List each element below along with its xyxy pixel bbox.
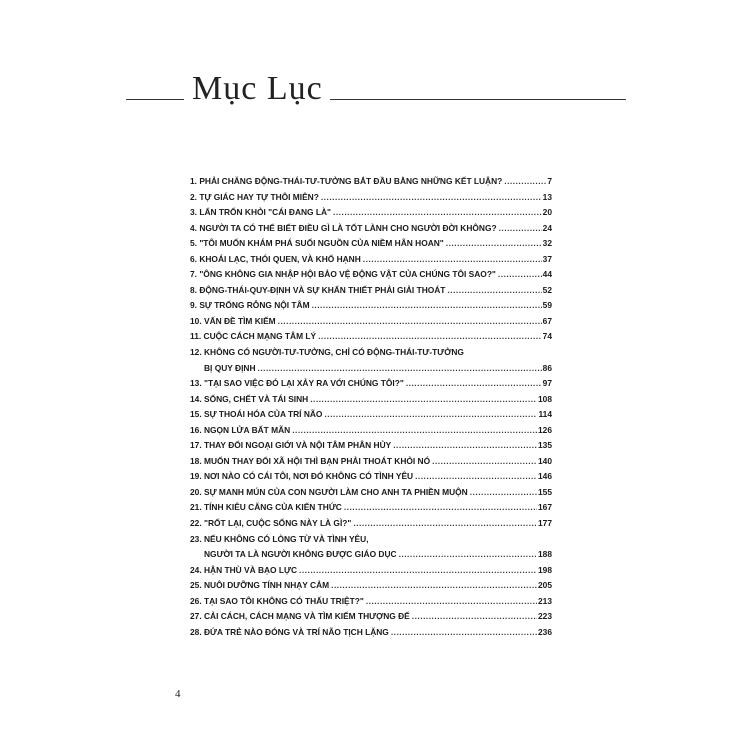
toc-entry xyxy=(190,192,552,208)
toc-row xyxy=(190,471,552,487)
toc-row xyxy=(190,549,552,565)
toc-entry xyxy=(190,238,552,254)
toc-entry xyxy=(190,611,552,627)
toc-entry xyxy=(190,534,552,565)
toc-entry-number: 4. xyxy=(190,222,197,233)
toc-entry-page: 223 xyxy=(538,611,552,622)
toc-entry-title: TẠI SAO TÔI KHÔNG CÓ THẤU TRIỆT?" xyxy=(203,595,364,606)
toc-entry-number: 18. xyxy=(190,455,202,466)
toc-entry-page: 146 xyxy=(538,471,552,482)
toc-entry-number: 11. xyxy=(190,331,202,342)
toc-entry xyxy=(190,565,552,581)
toc-entry-title: "RỐT LẠI, CUỘC SỐNG NÀY LÀ GÌ?" xyxy=(203,518,352,529)
toc-entry xyxy=(190,269,552,285)
toc-entry-page: 86 xyxy=(542,362,552,373)
toc-entry-page: 135 xyxy=(538,440,552,451)
toc-leader-dots xyxy=(406,378,542,388)
title-row xyxy=(126,70,626,110)
toc-entry-page: 13 xyxy=(542,191,552,202)
toc-entry-title: ĐỨA TRẺ NÀO ĐÓNG VÀ TRÍ NÃO TỊCH LẶNG xyxy=(203,626,389,637)
toc-entry-number: 8. xyxy=(190,284,197,295)
toc-entry-title: "ÔNG KHÔNG GIA NHẬP HỘI BẢO VỆ ĐỘNG VẬT CỦA CHÚNG TÔI SAO?" xyxy=(199,269,496,280)
toc-entry-number: 16. xyxy=(190,424,202,435)
toc-row xyxy=(190,176,552,192)
toc-row xyxy=(190,409,552,425)
toc-row xyxy=(190,363,552,379)
toc-entry xyxy=(190,409,552,425)
title-rule-right xyxy=(330,99,626,100)
page-number: 4 xyxy=(175,688,181,700)
toc-row xyxy=(190,192,552,208)
toc-entry xyxy=(190,394,552,410)
toc-row xyxy=(190,331,552,347)
toc-leader-dots xyxy=(498,269,542,279)
toc-entry-page: 236 xyxy=(538,626,552,637)
toc-entry-page: 205 xyxy=(538,580,552,591)
table-of-contents xyxy=(190,176,552,642)
toc-entry-title: NUÔI DƯỠNG TÍNH NHẠY CẢM xyxy=(203,580,330,591)
toc-row xyxy=(190,596,552,612)
toc-entry-title: NƠI NÀO CÓ CÁI TÔI, NƠI ĐÓ KHÔNG CÓ TÌNH YÊU xyxy=(203,471,414,482)
toc-entry xyxy=(190,518,552,534)
toc-entry-page: 67 xyxy=(542,315,552,326)
toc-entry-page: 188 xyxy=(538,549,552,560)
toc-entry-title: KHOÁI LẠC, THÓI QUEN, VÀ KHỔ HẠNH xyxy=(199,253,361,264)
toc-entry xyxy=(190,347,552,378)
toc-leader-dots xyxy=(432,456,537,466)
toc-leader-dots xyxy=(393,440,537,450)
toc-leader-dots xyxy=(366,596,537,606)
toc-entry-title: NGƯỜI TA LÀ NGƯỜI KHÔNG ĐƯỢC GIÁO DỤC xyxy=(204,549,397,560)
toc-row xyxy=(190,347,552,363)
toc-leader-dots xyxy=(321,192,542,202)
toc-row xyxy=(190,487,552,503)
toc-leader-dots xyxy=(470,487,537,497)
toc-row xyxy=(190,580,552,596)
toc-entry-title: ĐỘNG-THÁI-QUY-ĐỊNH VÀ SỰ KHẨN THIẾT PHẢI GIẢI THOÁT xyxy=(199,284,446,295)
toc-row xyxy=(190,378,552,394)
toc-entry-title: THAY ĐỔI NGOẠI GIỚI VÀ NỘI TÂM PHÂN HỦY xyxy=(203,440,392,451)
toc-entry xyxy=(190,627,552,643)
toc-entry xyxy=(190,471,552,487)
toc-row xyxy=(190,207,552,223)
toc-entry-title: NGƯỜI TA CÓ THỂ BIẾT ĐIỀU GÌ LÀ TỐT LÀNH CHO NGƯỜI ĐỜI KHÔNG? xyxy=(199,222,497,233)
toc-leader-dots xyxy=(446,238,542,248)
toc-row xyxy=(190,502,552,518)
toc-entry-title: BỊ QUY ĐỊNH xyxy=(204,362,256,373)
toc-entry-title: NGỌN LỬA BẤT MÃN xyxy=(203,424,291,435)
toc-entry-title: CẢI CÁCH, CÁCH MẠNG VÀ TÌM KIẾM THƯỢNG ĐẾ xyxy=(203,611,410,622)
toc-entry-title: SỰ THOÁI HÓA CỦA TRÍ NÃO xyxy=(203,409,323,420)
toc-entry-number: 20. xyxy=(190,486,202,497)
toc-entry-number: 5. xyxy=(190,238,197,249)
toc-entry-page: 213 xyxy=(538,595,552,606)
toc-entry-title: PHẢI CHĂNG ĐỘNG-THÁI-TƯ-TƯỞNG BẮT ĐẦU BẰNG NHỮNG KẾT LUẬN? xyxy=(199,176,503,186)
toc-entry-page: 20 xyxy=(542,207,552,218)
toc-entry-page: 167 xyxy=(538,502,552,513)
toc-row xyxy=(190,611,552,627)
toc-entry-title: TỰ GIÁC HAY TỰ THÔI MIÊN? xyxy=(199,191,319,202)
toc-leader-dots xyxy=(399,549,537,559)
toc-entry-number: 17. xyxy=(190,440,202,451)
toc-entry xyxy=(190,300,552,316)
toc-entry-title: SỐNG, CHẾT VÀ TÁI SINH xyxy=(203,393,309,404)
toc-row xyxy=(190,223,552,239)
toc-entry-number: 24. xyxy=(190,564,202,575)
toc-leader-dots xyxy=(318,331,542,341)
toc-leader-dots xyxy=(331,580,537,590)
toc-entry-title: HẬN THÙ VÀ BẠO LỰC xyxy=(203,564,298,575)
toc-entry xyxy=(190,223,552,239)
toc-entry-title: MUỐN THAY ĐỔI XÃ HỘI THÌ BẠN PHẢI THOÁT KHỎI NÓ xyxy=(203,455,431,466)
toc-leader-dots xyxy=(391,627,537,637)
toc-row xyxy=(190,425,552,441)
toc-leader-dots xyxy=(312,300,542,310)
toc-entry-number: 15. xyxy=(190,409,202,420)
toc-leader-dots xyxy=(447,285,541,295)
toc-leader-dots xyxy=(310,394,537,404)
toc-entry-title: KHÔNG CÓ NGƯỜI-TƯ-TƯỞNG, CHỈ CÓ ĐỘNG-THÁI-TƯ-TƯỞNG xyxy=(203,347,464,358)
toc-entry-page: 44 xyxy=(542,269,552,280)
toc-entry xyxy=(190,580,552,596)
toc-entry-number: 12. xyxy=(190,347,202,358)
toc-entry xyxy=(190,440,552,456)
toc-leader-dots xyxy=(324,409,537,419)
toc-leader-dots xyxy=(299,565,537,575)
toc-leader-dots xyxy=(258,363,542,373)
toc-row xyxy=(190,534,552,550)
toc-entry-title: TÍNH KIÊU CĂNG CỦA KIẾN THỨC xyxy=(203,502,342,513)
page-title: Mục Lục xyxy=(192,70,323,107)
toc-entry-page: 74 xyxy=(542,331,552,342)
toc-leader-dots xyxy=(415,471,537,481)
toc-entry xyxy=(190,254,552,270)
toc-entry-number: 26. xyxy=(190,595,202,606)
toc-row xyxy=(190,254,552,270)
toc-entry-page: 97 xyxy=(542,378,552,389)
toc-entry xyxy=(190,456,552,472)
toc-entry-number: 19. xyxy=(190,471,202,482)
toc-entry-page: 24 xyxy=(542,222,552,233)
toc-entry-page: 126 xyxy=(538,424,552,435)
toc-entry-title: CUỘC CÁCH MẠNG TÂM LÝ xyxy=(203,331,317,342)
toc-row xyxy=(190,238,552,254)
toc-leader-dots xyxy=(333,207,542,217)
toc-entry xyxy=(190,285,552,301)
toc-row xyxy=(190,627,552,643)
toc-entry-number: 10. xyxy=(190,315,202,326)
toc-entry xyxy=(190,331,552,347)
toc-entry-page: 7 xyxy=(547,176,552,186)
toc-entry-number: 27. xyxy=(190,611,202,622)
toc-leader-dots xyxy=(504,176,546,186)
toc-row xyxy=(190,565,552,581)
toc-entry xyxy=(190,207,552,223)
toc-row xyxy=(190,518,552,534)
toc-leader-dots xyxy=(499,223,542,233)
toc-entry xyxy=(190,596,552,612)
toc-entry-title: SỰ MANH MÚN CỦA CON NGƯỜI LÀM CHO ANH TA PHIỀN MUỘN xyxy=(203,486,468,497)
toc-entry-title: SỰ TRỐNG RỖNG NỘI TÂM xyxy=(199,300,310,311)
toc-entry-title: NẾU KHÔNG CÓ LÒNG TỪ VÀ TÌNH YÊU, xyxy=(203,533,369,544)
toc-entry-page: 37 xyxy=(542,253,552,264)
toc-entry-number: 13. xyxy=(190,378,202,389)
toc-entry-number: 28. xyxy=(190,626,202,637)
toc-entry-number: 7. xyxy=(190,269,197,280)
toc-entry-number: 6. xyxy=(190,253,197,264)
toc-entry-page: 198 xyxy=(538,564,552,575)
title-rule-left xyxy=(126,99,184,100)
toc-leader-dots xyxy=(353,518,537,528)
toc-row xyxy=(190,440,552,456)
toc-entry xyxy=(190,176,552,192)
toc-row xyxy=(190,300,552,316)
toc-entry-number: 2. xyxy=(190,191,197,202)
toc-entry-number: 1. xyxy=(190,176,197,186)
toc-row xyxy=(190,269,552,285)
toc-leader-dots xyxy=(278,316,542,326)
toc-row xyxy=(190,394,552,410)
toc-entry-page: 52 xyxy=(542,284,552,295)
toc-leader-dots xyxy=(292,425,537,435)
toc-entry-page: 155 xyxy=(538,486,552,497)
toc-row xyxy=(190,456,552,472)
toc-entry-number: 22. xyxy=(190,518,202,529)
toc-leader-dots xyxy=(412,611,537,621)
toc-entry xyxy=(190,487,552,503)
toc-entry-page: 140 xyxy=(538,455,552,466)
toc-leader-dots xyxy=(363,254,542,264)
toc-entry-page: 59 xyxy=(542,300,552,311)
toc-entry xyxy=(190,502,552,518)
toc-entry-title: "TÔI MUỐN KHÁM PHÁ SUỐI NGUỒN CỦA NIỀM HÂN HOAN" xyxy=(199,238,444,249)
toc-entry-number: 9. xyxy=(190,300,197,311)
toc-entry-number: 3. xyxy=(190,207,197,218)
toc-leader-dots xyxy=(344,502,537,512)
toc-entry-title: LẨN TRỐN KHỎI "CÁI ĐANG LÀ" xyxy=(199,207,332,218)
toc-entry-page: 108 xyxy=(538,393,552,404)
toc-entry-page: 177 xyxy=(538,518,552,529)
toc-entry-number: 21. xyxy=(190,502,202,513)
toc-entry-number: 14. xyxy=(190,393,202,404)
toc-entry xyxy=(190,316,552,332)
toc-entry-number: 25. xyxy=(190,580,202,591)
toc-entry-title: "TẠI SAO VIỆC ĐÓ LẠI XẢY RA VỚI CHÚNG TÔI?" xyxy=(203,378,404,389)
toc-entry xyxy=(190,425,552,441)
toc-entry-page: 32 xyxy=(542,238,552,249)
toc-entry xyxy=(190,378,552,394)
toc-entry-title: VẤN ĐỀ TÌM KIẾM xyxy=(203,315,276,326)
toc-row xyxy=(190,316,552,332)
toc-entry-number: 23. xyxy=(190,533,202,544)
toc-row xyxy=(190,285,552,301)
toc-entry-page: 114 xyxy=(538,409,552,420)
